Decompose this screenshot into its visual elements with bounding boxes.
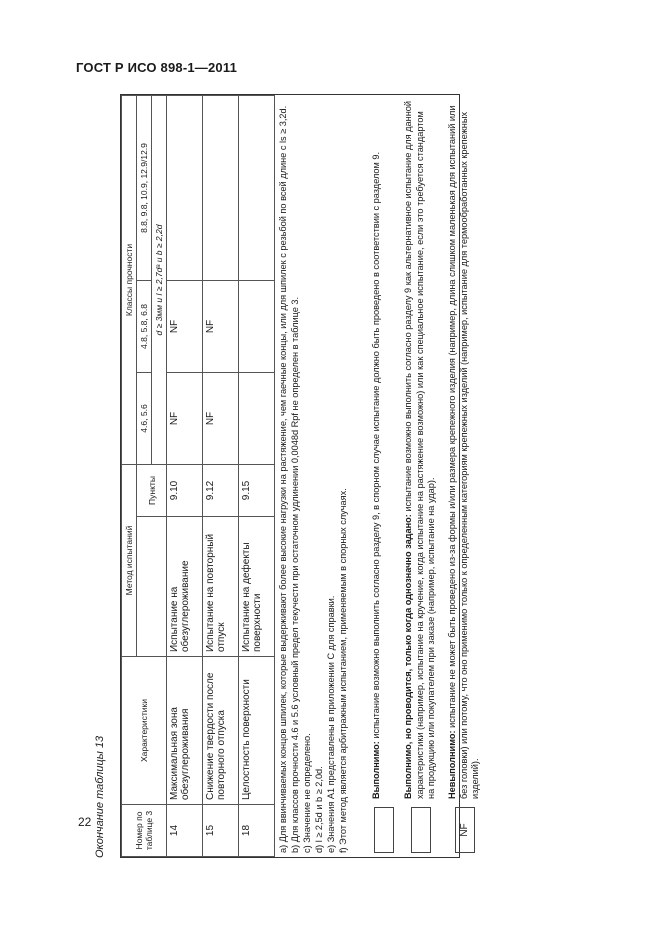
col-header-characteristics: Характеристики (122, 657, 167, 805)
size-condition: d ≥ 3мм и l ≥ 2,7dᵃ и b ≥ 2,2d (152, 96, 167, 465)
legend-row (371, 101, 397, 853)
row-clause: 9.15 (239, 465, 275, 517)
footnote: a) Для ввинчиваемых концов шпилек, которые выдерживают более высокие нагрузки на растяжение, чем гаечные концы, или для шпилек с резьбой по всей длине c ls ≥ 3,2d. (278, 105, 288, 853)
col-header-number: Номер по таблице 3 (122, 805, 167, 857)
legend-box-feasible (374, 807, 394, 853)
table-caption: Окончание таблицы 13 (94, 735, 106, 858)
row-class-3 (239, 96, 275, 281)
row-class-1: NF (203, 373, 239, 465)
row-class-3 (167, 96, 203, 281)
row-method: Испытание на дефекты поверхности (239, 517, 275, 657)
row-characteristic: Снижение твердости после повторного отпуска (203, 657, 239, 805)
row-characteristic: Целостность поверхности (239, 657, 275, 805)
class-col-2: 4.8, 5.8, 6.8 (137, 281, 152, 373)
footnote: b) Для классов прочности 4.6 и 5.6 условный предел текучести при остаточном удлинении 0,0048d Rpf не определен в таблице 3. (290, 296, 300, 853)
legend-row (403, 101, 441, 853)
legend-text: Выполнимо, но проводится, только когда однозначно задано: испытание возможно выполнить согласно разделу 9 как альтернативное испытание для данной характеристики (например, испытание на кручение, когда испытание на растяжение возможно) или как специальное испытание, если это требуется стандартом на продукцию или покупателем при заказе (например, испытание на удар). (403, 100, 436, 799)
row-class-1 (239, 373, 275, 465)
footnote: c) Значение не определено. (302, 733, 312, 853)
document-header: ГОСТ Р ИСО 898-1—2011 (76, 60, 237, 75)
rotated-table-block (94, 94, 480, 858)
test-methods-table (121, 95, 275, 857)
row-class-2: NF (203, 281, 239, 373)
legend-text: Невыполнимо: испытание не может быть проведено из-за формы и/или размера крепежного изделия (например, длина слишком маленькая для испытаний или без головки) или потому, что оно применимо только к определенным категориям крепежных изделий (например, испытание для термообработанных крепежных изделий). (447, 105, 480, 799)
row-class-1: NF (167, 373, 203, 465)
footnote: d) l ≥ 2,5d и b ≥ 2,0d. (314, 766, 324, 853)
row-method: Испытание на обезуглероживание (167, 517, 203, 657)
row-characteristic: Максимальная зона обезуглероживания (167, 657, 203, 805)
row-number: 15 (203, 805, 239, 857)
page-number: 22 (78, 815, 92, 829)
footnote: e) Значения A1 представлены в приложении С для справки. (326, 595, 336, 853)
legend-row (447, 101, 485, 853)
footnotes (277, 101, 349, 853)
row-clause: 9.12 (203, 465, 239, 517)
row-class-3 (203, 96, 239, 281)
row-number: 14 (167, 805, 203, 857)
row-clause: 9.10 (167, 465, 203, 517)
legend (371, 101, 491, 853)
legend-box-not-feasible: NF (455, 807, 475, 853)
row-number: 18 (239, 805, 275, 857)
legend-box-conditional (411, 807, 431, 853)
footnote: f) Этот метод является арбитражным испытанием, применяемым в спорных случаях. (338, 488, 348, 853)
row-method: Испытание на повторный отпуск (203, 517, 239, 657)
class-col-3: 8.8, 9.8, 10.9, 12.9/12.9 (137, 96, 152, 281)
class-col-1: 4.6, 5.6 (137, 373, 152, 465)
col-header-classes: Классы прочности (122, 96, 137, 465)
col-header-clause: Пункты (137, 465, 167, 517)
legend-text: Выполнимо: испытание возможно выполнить согласно разделу 9, в спорном случае испытание должно быть проведено в соответствии с разделом 9. (371, 151, 381, 799)
method-subheader-blank (137, 517, 167, 657)
row-class-2: NF (167, 281, 203, 373)
row-class-2 (239, 281, 275, 373)
col-header-method: Метод испытаний (122, 465, 137, 657)
table-frame (120, 94, 480, 858)
